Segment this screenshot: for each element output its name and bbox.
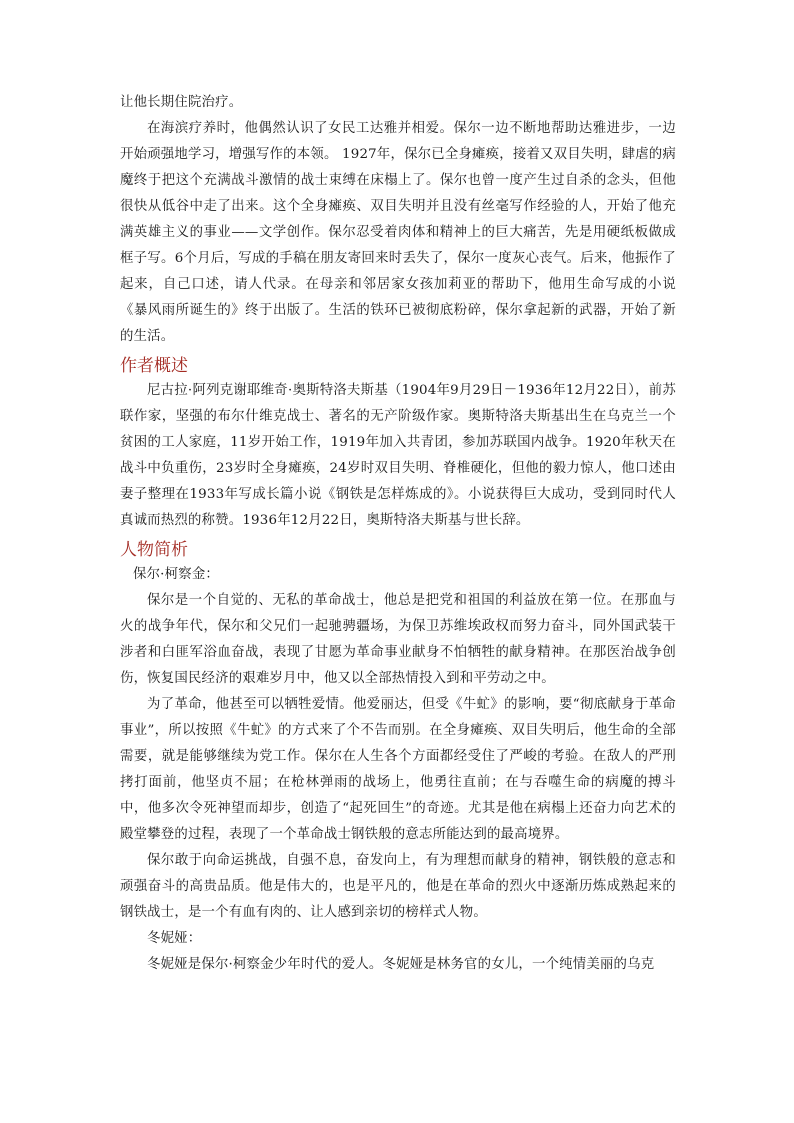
character-name-paul: 保尔·柯察金： [133, 567, 219, 582]
paragraph-tonya: 冬妮娅是保尔·柯察金少年时代的爱人。冬妮娅是林务官的女儿，一个纯情美丽的乌克 [147, 957, 655, 972]
paragraph-paul-1: 保尔是一个自觉的、无私的革命战士，他总是把党和祖国的利益放在第一位。在那血与火的战争年代，保尔和父兄们一起驰骋疆场，为保卫苏维埃政权而努力奋斗，同外国武装干涉者和白匪军浴血奋战，表现了甘愿为革命事业献身不怕牺牲的献身精神。在那医治战争创伤，恢复国民经济的艰难岁月中，他又以全部热情投入到和平劳动之中。 [120, 593, 676, 686]
character-name-tonya: 冬妮娅： [147, 931, 202, 946]
paragraph-continuation: 让他长期住院治疗。 [120, 95, 243, 110]
paragraph-sanatorium: 在海滨疗养时，他偶然认识了女民工达雅并相爱。保尔一边不断地帮助达雅进步，一边开始顽强地学习，增强写作的本领。 1927年，保尔已全身瘫痪，接着又双目失明，肆虐的病魔终于把这个充满战斗激情的战士束缚在床榻上了。保尔也曾一度产生过自杀的念头，但他很快从低谷中走了出来。这个全身瘫痪、双目失明并且没有丝毫写作经验的人，开始了他充满英雄主义的事业——文学创作。保尔忍受着肉体和精神上的巨大痛苦，先是用硬纸板做成框子写。6个月后，写成的手稿在朋友寄回来时丢失了，保尔一度灰心丧气。后来，他振作了起来，自己口述，请人代录。在母亲和邻居家女孩加莉亚的帮助下，他用生命写成的小说《暴风雨所诞生的》终于出版了。生活的铁环已被彻底粉碎，保尔拿起新的武器，开始了新的生活。 [120, 121, 676, 344]
paragraph-author-bio: 尼古拉·阿列克谢耶维奇·奥斯特洛夫斯基（1904年9月29日－1936年12月22日），前苏联作家，坚强的布尔什维克战士、著名的无产阶级作家。奥斯特洛夫斯基出生在乌克兰一个贫困的工人家庭，11岁开始工作，1919年加入共青团，参加苏联国内战争。1920年秋天在战斗中负重伤，23岁时全身瘫痪，24岁时双目失明、脊椎硬化，但他的毅力惊人，他口述由妻子整理在1933年写成长篇小说《钢铁是怎样炼成的》。小说获得巨大成功，受到同时代人真诚而热烈的称赞。1936年12月22日，奥斯特洛夫斯基与世长辞。 [120, 383, 676, 528]
section-heading-author: 作者概述 [120, 356, 188, 376]
section-heading-characters: 人物简析 [120, 540, 188, 560]
paragraph-paul-3: 保尔敢于向命运挑战，自强不息，奋发向上，有为理想而献身的精神，钢铁般的意志和顽强奋斗的高贵品质。他是伟大的，也是平凡的，他是在革命的烈火中逐渐历炼成熟起来的钢铁战士，是一个有血有肉的、让人感到亲切的榜样式人物。 [120, 853, 676, 920]
paragraph-paul-2: 为了革命，他甚至可以牺牲爱情。他爱丽达，但受《牛虻》的影响，要“彻底献身于革命事业”，所以按照《牛虻》的方式来了个不告而别。在全身瘫痪、双目失明后，他生命的全部需要，就是能够继续为党工作。保尔在人生各个方面都经受住了严峻的考验。在敌人的严刑拷打面前，他坚贞不屈；在枪林弹雨的战场上，他勇往直前；在与吞噬生命的病魔的搏斗中，他多次令死神望而却步，创造了“起死回生”的奇迹。尤其是他在病榻上还奋力向艺术的殿堂攀登的过程，表现了一个革命战士钢铁般的意志所能达到的最高境界。 [120, 697, 676, 842]
document-page [120, 90, 676, 978]
